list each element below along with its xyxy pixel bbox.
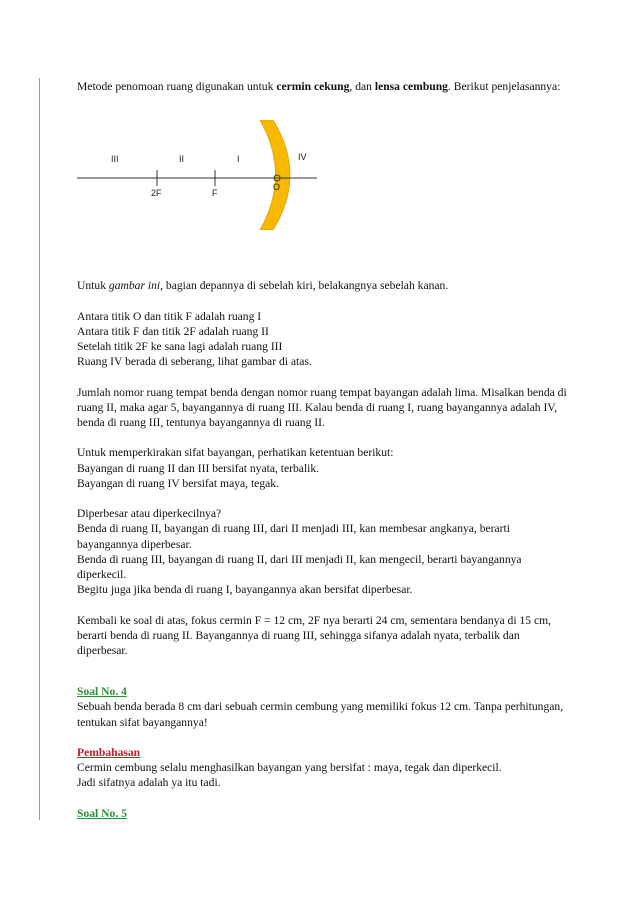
point-label-o: O (273, 182, 281, 193)
mirror-diagram (77, 120, 327, 230)
ruang-line-4: Ruang IV berada di seberang, lihat gambar di atas. (77, 355, 312, 369)
kembali-paragraph: Kembali ke soal di atas, fokus cermin F = 12 cm, 2F nya berarti 24 cm, sementara bendanya di 15 cm, berarti benda di ruang II. Bayangannya di ruang III, sehingga sifanya adalah nyata, terbalik dan diperbesar. (77, 613, 552, 657)
gambar-italic: gambar ini (108, 279, 161, 293)
jumlah-paragraph: Jumlah nomor ruang tempat benda dengan nomor ruang tempat bayangan adalah lima. Misalkan benda di ruang II, maka agar 5, bayangannya di ruang III. Kalau benda di ruang I, ruang bayangannya adalah IV, benda di ruang III, tentunya bayangannya di ruang II. (77, 385, 567, 429)
point-label-2f: 2F (151, 188, 162, 199)
diperbesar-case-b: Benda di ruang III, bayangan di ruang II, dari III menjadi II, kan mengecil, berarti bayangannya diperkecil. (77, 552, 522, 581)
ruang-line-3: Setelah titik 2F ke sana lagi adalah ruang III (77, 340, 283, 353)
region-label-iv: IV (298, 152, 307, 163)
concave-mirror-shape (260, 120, 290, 230)
region-label-i: I (237, 154, 240, 165)
diperbesar-case-c: Begitu juga jika benda di ruang I, bayangannya akan bersifat diperbesar. (77, 583, 413, 597)
intro-text-3: . Berikut penjelasannya: (447, 80, 561, 93)
intro-text-1: Metode penomoan ruang digunakan untuk (77, 80, 277, 93)
region-label-ii: II (179, 154, 185, 165)
pembahasan-line-2: Jadi sifatnya adalah ya itu tadi. (77, 776, 221, 790)
point-label-f: F (212, 188, 218, 199)
gambar-text-1: Untuk (77, 279, 109, 293)
soal-4-text: Sebuah benda berada 8 cm dari sebuah cermin cembung yang memiliki fokus 12 cm. Tanpa perhitungan, tentukan sifat bayangannya! (77, 700, 564, 729)
pembahasan-line-1: Cermin cembung selalu menghasilkan bayangan yang bersifat : maya, tegak dan diperkecil. (77, 761, 502, 775)
sifat-line-2: Bayangan di ruang II dan III bersifat nyata, terbalik. (77, 461, 320, 475)
ruang-line-1: Antara titik O dan titik F adalah ruang I (77, 309, 262, 323)
page-margin-line (39, 78, 40, 820)
gambar-paragraph (77, 278, 567, 293)
diperbesar-question: Diperbesar atau diperkecilnya? (77, 507, 222, 521)
term-lensa-cembung: lensa cembung (374, 80, 448, 93)
soal-5-heading: Soal No. 5 (77, 806, 127, 820)
pembahasan-heading: Pembahasan (77, 746, 141, 759)
region-label-iii: III (111, 154, 119, 165)
soal-4-heading: Soal No. 4 (77, 685, 127, 699)
document-body (77, 79, 567, 821)
gambar-text-2: , bagian depannya di sebelah kiri, belakangnya sebelah kanan. (160, 279, 449, 293)
intro-paragraph (77, 79, 567, 94)
term-cermin-cekung: cermin cekung (276, 80, 350, 93)
diperbesar-case-a: Benda di ruang II, bayangan di ruang III, dari II menjadi III, kan membesar angkanya, berarti bayangannya diperbesar. (77, 522, 510, 551)
sifat-line-3: Bayangan di ruang IV bersifat maya, tegak. (77, 476, 279, 490)
ruang-line-2: Antara titik F dan titik 2F adalah ruang II (77, 324, 269, 338)
intro-text-2: , dan (349, 80, 375, 93)
sifat-line-1: Untuk memperkirakan sifat bayangan, perhatikan ketentuan berikut: (77, 446, 394, 460)
